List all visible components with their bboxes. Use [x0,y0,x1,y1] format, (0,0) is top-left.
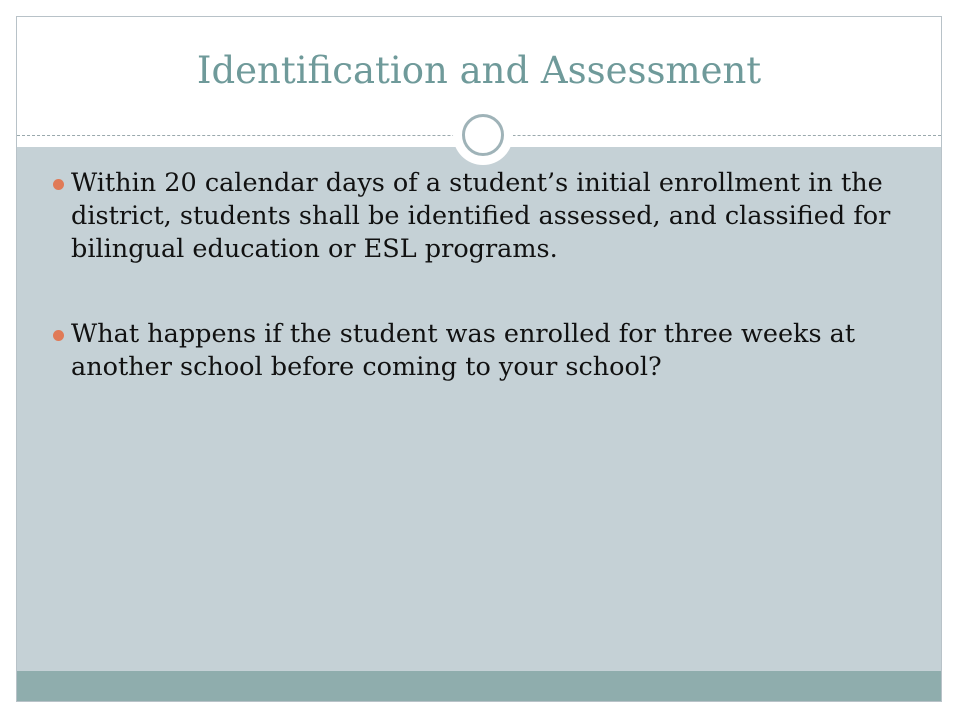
slide [16,16,942,702]
bullet-item-enrollment [53,167,923,266]
bullet-item-question [53,318,923,384]
footer-band [17,671,941,702]
circle-ornament-icon [453,105,513,165]
bullet-dot-icon [53,179,64,190]
circle-ring-icon [462,114,504,156]
bullet-text: Within 20 calendar days of a student’s initial enrollment in the district, students shall be identified assessed, and classified for bilingual education or ESL programs. [71,168,891,264]
bullet-text: What happens if the student was enrolled for three weeks at another school before coming to your school? [71,319,856,382]
slide-title: Identification and Assessment [196,49,762,92]
bullet-dot-icon [53,330,64,341]
bullet-list [53,167,923,384]
